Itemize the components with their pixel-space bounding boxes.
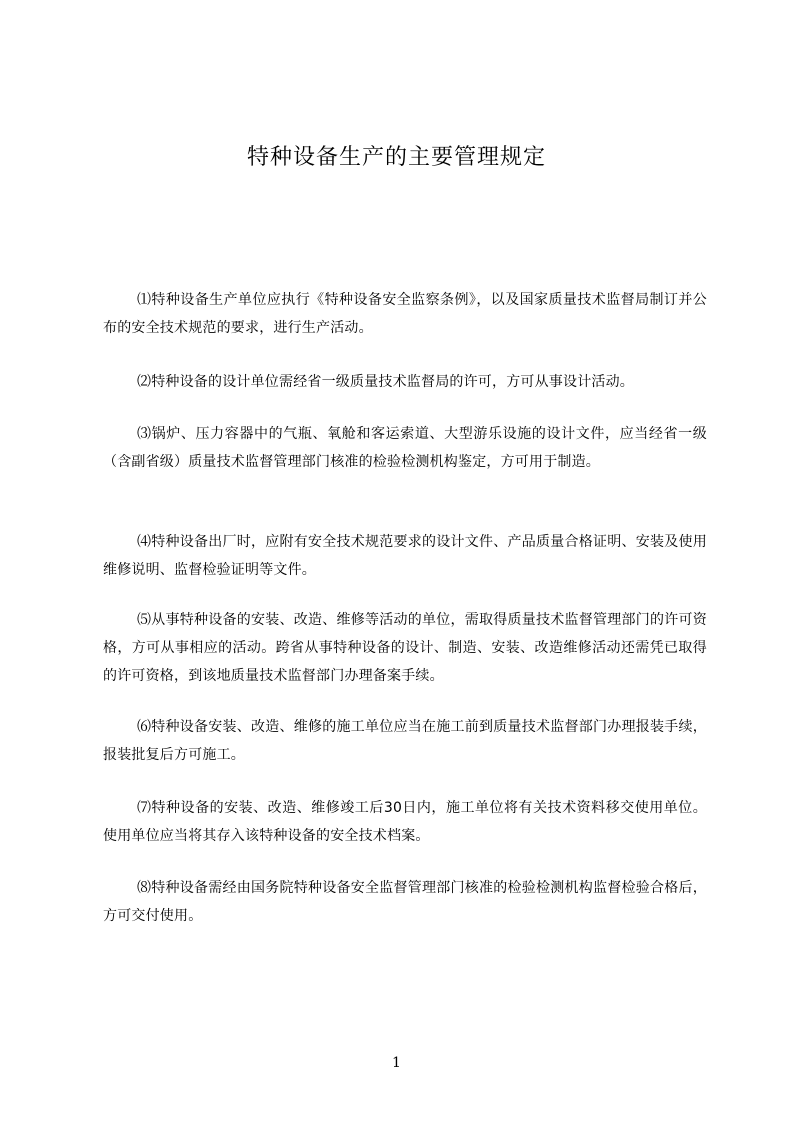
regulation-item-3: ⑶锅炉、压力容器中的气瓶、氧舱和客运索道、大型游乐设施的设计文件，应当经省一级（含副省级）质量技术监督管理部门核准的检验检测机构鉴定，方可用于制造。: [103, 426, 707, 470]
regulation-item-2: ⑵特种设备的设计单位需经省一级质量技术监督局的许可，方可从事设计活动。: [137, 374, 634, 390]
regulation-item-8: ⑻特种设备需经由国务院特种设备安全监督管理部门核准的检验检测机构监督检验合格后，方可交付使用。: [103, 880, 707, 924]
document-title: 特种设备生产的主要管理规定: [246, 145, 546, 170]
regulation-item-1: ⑴特种设备生产单位应执行《特种设备安全监察条例》，以及国家质量技术监督局制订并公布的安全技术规范的要求，进行生产活动。: [103, 292, 707, 336]
regulation-item-7: ⑺特种设备的安装、改造、维修竣工后30日内，施工单位将有关技术资料移交使用单位。使用单位应当将其存入该特种设备的安全技术档案。: [103, 800, 707, 844]
regulation-item-6: ⑹特种设备安装、改造、维修的施工单位应当在施工前到质量技术监督部门办理报装手续，报装批复后方可施工。: [103, 719, 707, 763]
page-number: 1: [392, 1055, 401, 1071]
regulation-item-4: ⑷特种设备出厂时，应附有安全技术规范要求的设计文件、产品质量合格证明、安装及使用维修说明、监督检验证明等文件。: [103, 534, 707, 578]
regulation-item-5: ⑸从事特种设备的安装、改造、维修等活动的单位，需取得质量技术监督管理部门的许可资格，方可从事相应的活动。跨省从事特种设备的设计、制造、安装、改造维修活动还需凭已取得的许可资格，到该地质量技术监督部门办理备案手续。: [103, 612, 707, 684]
